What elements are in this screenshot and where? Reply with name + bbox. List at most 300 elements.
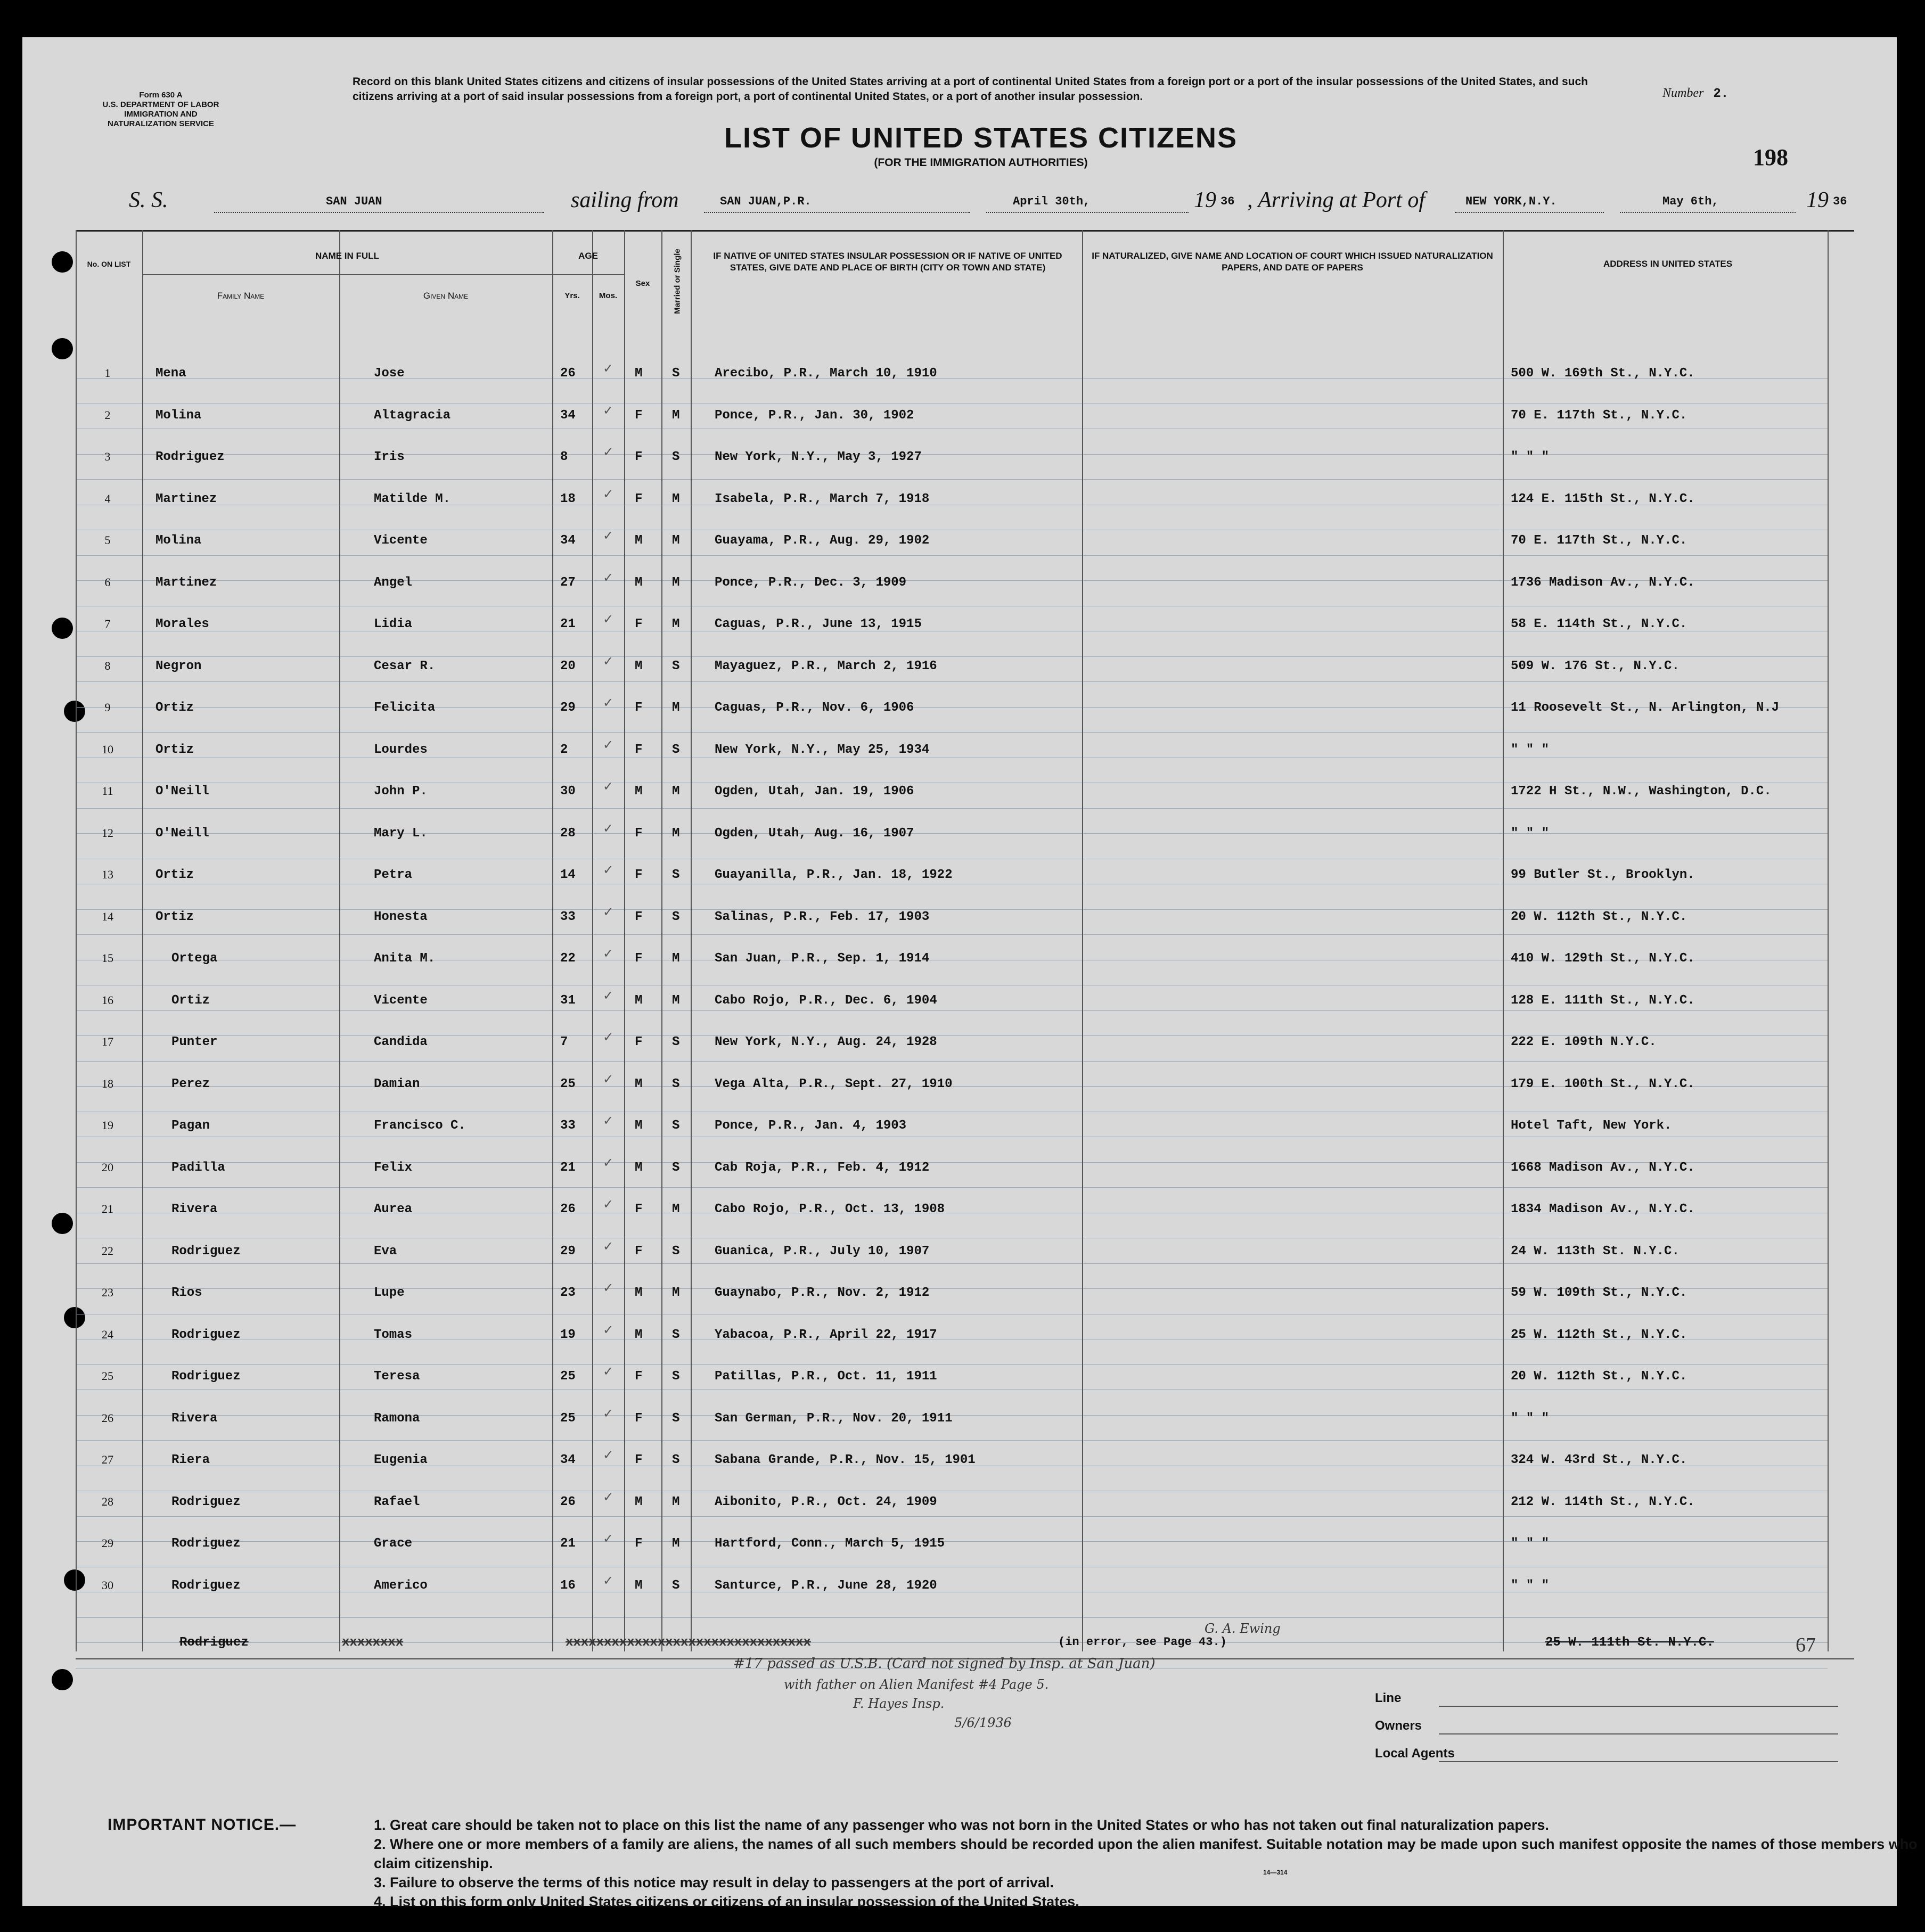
row-number: 21 — [102, 1202, 113, 1215]
row-number: 24 — [102, 1327, 113, 1341]
sex: F — [635, 951, 643, 966]
notice-heading: IMPORTANT NOTICE.— — [108, 1816, 297, 1834]
age-years: 21 — [560, 1536, 576, 1551]
sex: F — [635, 868, 643, 882]
handwritten-note-4: 5/6/1936 — [954, 1715, 1012, 1730]
header-given: Given Name — [423, 291, 469, 301]
age-years: 26 — [560, 1202, 576, 1216]
ruled-line — [76, 1187, 1828, 1188]
marital-status: S — [672, 366, 680, 381]
number-label: Number — [1662, 86, 1704, 100]
sex: M — [635, 993, 643, 1008]
family-name: O'Neill — [155, 826, 209, 841]
marital-status: M — [672, 533, 680, 548]
ss-label: S. S. — [129, 188, 168, 212]
family-name: Rodriguez — [171, 1536, 241, 1551]
given-name: Mary L. — [374, 826, 428, 841]
passenger-row — [22, 1322, 1897, 1349]
age-years: 16 — [560, 1578, 576, 1593]
birth-place-date: Ponce, P.R., Jan. 4, 1903 — [715, 1119, 907, 1133]
us-address: 25 W. 112th St., N.Y.C. — [1511, 1327, 1688, 1342]
check-mark-icon: ✓ — [603, 1405, 614, 1421]
birth-place-date: Salinas, P.R., Feb. 17, 1903 — [715, 909, 930, 924]
family-name: Pagan — [171, 1119, 210, 1133]
marital-status: S — [672, 1076, 680, 1091]
row-number: 1 — [104, 366, 111, 380]
birth-place-date: Cab Roja, P.R., Feb. 4, 1912 — [715, 1160, 930, 1175]
family-name: Rios — [171, 1286, 202, 1300]
family-name: Riera — [171, 1453, 210, 1467]
sex: M — [635, 366, 643, 381]
age-years: 7 — [560, 1035, 568, 1049]
check-mark-icon: ✓ — [603, 862, 614, 877]
sex: F — [635, 491, 643, 506]
row-number: 5 — [104, 533, 111, 547]
us-address: 179 E. 100th St., N.Y.C. — [1511, 1076, 1695, 1091]
sex: M — [635, 1076, 643, 1091]
row-number: 27 — [102, 1453, 113, 1466]
marital-status: S — [672, 1327, 680, 1342]
given-name: Anita M. — [374, 951, 436, 966]
passenger-row — [22, 1364, 1897, 1391]
number-value: 2. — [1713, 87, 1729, 101]
check-mark-icon: ✓ — [603, 1448, 614, 1462]
birth-place-date: Guayanilla, P.R., Jan. 18, 1922 — [715, 868, 953, 882]
row-number: 12 — [102, 826, 113, 840]
marital-status: S — [672, 1411, 680, 1426]
row-number: 17 — [102, 1035, 113, 1048]
family-name: O'Neill — [155, 784, 209, 799]
ruled-line — [76, 681, 1828, 682]
family-name: Rivera — [171, 1411, 218, 1426]
birth-place-date: Patillas, P.R., Oct. 11, 1911 — [715, 1369, 937, 1384]
age-years: 2 — [560, 742, 568, 757]
family-name: Punter — [171, 1035, 218, 1049]
row-number: 3 — [104, 450, 111, 463]
passenger-row — [22, 570, 1897, 597]
passenger-row — [22, 779, 1897, 805]
department: U.S. DEPARTMENT OF LABOR — [102, 100, 219, 109]
passenger-row — [22, 737, 1897, 764]
family-name: Ortiz — [155, 909, 194, 924]
row-number: 11 — [102, 784, 113, 798]
age-years: 27 — [560, 575, 576, 590]
header-yrs: Yrs. — [564, 291, 580, 300]
marital-status: M — [672, 491, 680, 506]
page-subtitle: (FOR THE IMMIGRATION AUTHORITIES) — [874, 157, 1088, 169]
handwritten-note-3: F. Hayes Insp. — [853, 1696, 945, 1711]
check-mark-icon: ✓ — [603, 1280, 614, 1295]
voyage-line — [129, 187, 1847, 219]
given-name: John P. — [374, 784, 428, 799]
passenger-row — [22, 528, 1897, 555]
given-name: Candida — [374, 1035, 428, 1049]
header-birth: IF NATIVE OF UNITED STATES INSULAR POSSESSION OR IF NATIVE OF UNITED STATES, GIVE DATE AND PLACE OF BIRTH (CITY OR TOWN AND STATE) — [713, 251, 1062, 273]
struck-given-blot: xxxxxxxx — [342, 1635, 404, 1650]
row-number: 4 — [104, 491, 111, 505]
sex: M — [635, 1494, 643, 1509]
given-name: Lourdes — [374, 742, 428, 757]
sex: F — [635, 1244, 643, 1259]
notice-item: 2. Where one or more members of a family are aliens, the names of all such members should be recorded upon the alien manifest. Suitable notation may be made upon such manifest opposite the names of those members who claim citizenship. — [374, 1836, 1918, 1871]
birth-place-date: Guanica, P.R., July 10, 1907 — [715, 1244, 930, 1259]
us-address: 124 E. 115th St., N.Y.C. — [1511, 491, 1695, 506]
marital-status: M — [672, 1202, 680, 1216]
sex: M — [635, 1160, 643, 1175]
passenger-row — [22, 904, 1897, 931]
row-number: 18 — [102, 1076, 113, 1090]
marital-status: M — [672, 826, 680, 841]
given-name: Lupe — [374, 1286, 405, 1300]
birth-place-date: New York, N.Y., Aug. 24, 1928 — [715, 1035, 937, 1049]
given-name: Jose — [374, 366, 405, 381]
given-name: Honesta — [374, 909, 428, 924]
birth-place-date: Caguas, P.R., June 13, 1915 — [715, 617, 922, 631]
age-years: 26 — [560, 1494, 576, 1509]
marital-status: S — [672, 1453, 680, 1467]
marital-status: S — [672, 450, 680, 464]
header-no: No. ON LIST — [87, 260, 131, 268]
passenger-row — [22, 820, 1897, 848]
family-name: Rodriguez — [171, 1369, 241, 1384]
ruled-line — [76, 808, 1828, 809]
marital-status: M — [672, 1494, 680, 1509]
age-years: 29 — [560, 701, 576, 715]
family-name: Ortiz — [155, 742, 194, 757]
us-address: 128 E. 111th St., N.Y.C. — [1511, 993, 1695, 1008]
row-number: 9 — [104, 701, 111, 714]
birth-place-date: Arecibo, P.R., March 10, 1910 — [715, 366, 937, 381]
row-number: 20 — [102, 1160, 113, 1174]
check-mark-icon: ✓ — [603, 1573, 614, 1588]
birth-place-date: Santurce, P.R., June 28, 1920 — [715, 1578, 937, 1593]
page-title: LIST OF UNITED STATES CITIZENS — [724, 122, 1238, 154]
marital-status: M — [672, 575, 680, 590]
passenger-row — [22, 1405, 1897, 1433]
check-mark-icon: ✓ — [603, 779, 614, 794]
us-address: " " " — [1511, 1578, 1550, 1593]
us-address: 70 E. 117th St., N.Y.C. — [1511, 408, 1688, 423]
check-mark-icon: ✓ — [603, 1238, 614, 1254]
us-address: 410 W. 129th St., N.Y.C. — [1511, 951, 1695, 966]
check-mark-icon: ✓ — [603, 1071, 614, 1087]
us-address: 99 Butler St., Brooklyn. — [1511, 868, 1695, 882]
birth-place-date: Caguas, P.R., Nov. 6, 1906 — [715, 701, 914, 715]
sex: M — [635, 575, 643, 590]
given-name: Eva — [374, 1244, 397, 1259]
given-name: Teresa — [374, 1369, 420, 1384]
us-address: 59 W. 109th St., N.Y.C. — [1511, 1286, 1688, 1300]
manifest-page — [22, 37, 1918, 1910]
check-mark-icon: ✓ — [603, 1489, 614, 1505]
check-mark-icon: ✓ — [603, 904, 614, 919]
us-address: 212 W. 114th St., N.Y.C. — [1511, 1494, 1695, 1509]
birth-place-date: New York, N.Y., May 25, 1934 — [715, 742, 930, 757]
marital-status: M — [672, 617, 680, 631]
passenger-row — [22, 1280, 1897, 1307]
header-age: AGE — [578, 251, 598, 261]
us-address: 324 W. 43rd St., N.Y.C. — [1511, 1453, 1688, 1467]
sex: F — [635, 1411, 643, 1426]
check-mark-icon: ✓ — [603, 1197, 614, 1212]
marital-status: M — [672, 993, 680, 1008]
family-name: Rodriguez — [171, 1327, 241, 1342]
header-name-in-full: NAME IN FULL — [315, 251, 379, 261]
birth-place-date: Aibonito, P.R., Oct. 24, 1909 — [715, 1494, 937, 1509]
arrival-port: NEW YORK,N.Y. — [1465, 195, 1557, 208]
check-mark-icon: ✓ — [603, 737, 614, 752]
age-years: 25 — [560, 1411, 576, 1426]
family-name: Rodriguez — [171, 1244, 241, 1259]
passenger-row — [22, 402, 1897, 430]
notice-list — [374, 1815, 1918, 1911]
passenger-row — [22, 445, 1897, 471]
given-name: Grace — [374, 1536, 413, 1551]
struck-note: (in error, see Page 43.) — [1058, 1635, 1227, 1649]
us-address: 222 E. 109th N.Y.C. — [1511, 1035, 1657, 1049]
header-family: Family Name — [217, 291, 265, 301]
sex: F — [635, 701, 643, 715]
check-mark-icon: ✓ — [603, 988, 614, 1003]
print-code: 14—314 — [1263, 1869, 1288, 1876]
family-name: Ortiz — [171, 993, 210, 1008]
given-name: Altagracia — [374, 408, 451, 423]
check-mark-icon: ✓ — [603, 402, 614, 418]
sex: F — [635, 1035, 643, 1049]
struck-family: Rodriguez — [179, 1635, 249, 1650]
passenger-row — [22, 946, 1897, 973]
sex: M — [635, 533, 643, 548]
check-mark-icon: ✓ — [603, 1531, 614, 1546]
row-number: 6 — [104, 575, 111, 589]
given-name: Matilde M. — [374, 491, 451, 506]
sex: M — [635, 1286, 643, 1300]
passenger-row — [22, 1448, 1897, 1474]
form-number: Form 630 A — [139, 91, 183, 100]
row-number: 13 — [102, 868, 113, 881]
birth-place-date: Ogden, Utah, Aug. 16, 1907 — [715, 826, 914, 841]
age-years: 21 — [560, 617, 576, 631]
year-prefix: 19 — [1194, 188, 1216, 212]
ruled-line — [76, 1617, 1828, 1618]
struck-address: 25 W. 111th St. N.Y.C. — [1545, 1635, 1714, 1650]
check-mark-icon: ✓ — [603, 695, 614, 710]
sex: F — [635, 1536, 643, 1551]
departure-year: 36 — [1220, 195, 1235, 208]
age-years: 29 — [560, 1244, 576, 1259]
agent-owners-label: Owners — [1375, 1719, 1422, 1733]
row-number: 28 — [102, 1494, 113, 1508]
margin-number: 67 — [1796, 1634, 1816, 1656]
year-prefix-2: 19 — [1806, 188, 1829, 212]
punch-hole — [52, 251, 73, 273]
age-years: 34 — [560, 1453, 576, 1467]
age-years: 31 — [560, 993, 576, 1008]
check-mark-icon: ✓ — [603, 570, 614, 585]
marital-status: S — [672, 1369, 680, 1384]
given-name: Ramona — [374, 1411, 420, 1426]
given-name: Angel — [374, 575, 413, 590]
form-identifier — [70, 91, 251, 129]
us-address: 24 W. 113th St. N.Y.C. — [1511, 1244, 1680, 1259]
marital-status: S — [672, 868, 680, 882]
family-name: Rodriguez — [171, 1494, 241, 1509]
check-mark-icon: ✓ — [603, 612, 614, 627]
marital-status: M — [672, 408, 680, 423]
row-number: 23 — [102, 1286, 113, 1299]
marital-status: M — [672, 701, 680, 715]
signature: G. A. Ewing — [1205, 1621, 1281, 1636]
passenger-row — [22, 1573, 1897, 1600]
passenger-row — [22, 653, 1897, 680]
passenger-row — [22, 1113, 1897, 1140]
header-naturalized: IF NATURALIZED, GIVE NAME AND LOCATION OF COURT WHICH ISSUED NATURALIZATION PAPERS, AND DATE OF PAPERS — [1092, 251, 1493, 273]
given-name: Aurea — [374, 1202, 413, 1216]
passenger-row — [22, 695, 1897, 722]
birth-place-date: Cabo Rojo, P.R., Oct. 13, 1908 — [715, 1202, 945, 1216]
age-years: 25 — [560, 1369, 576, 1384]
struck-row — [22, 1635, 1897, 1657]
service-line1: IMMIGRATION AND — [124, 110, 198, 119]
age-years: 33 — [560, 909, 576, 924]
passenger-row — [22, 1197, 1897, 1223]
row-number: 16 — [102, 993, 113, 1007]
age-years: 20 — [560, 659, 576, 673]
check-mark-icon: ✓ — [603, 946, 614, 961]
notice-item: 4. List on this form only United States citizens or citizens of an insular possession of the United States. — [374, 1894, 1079, 1910]
age-years: 34 — [560, 533, 576, 548]
sex: F — [635, 450, 643, 464]
family-name: Ortega — [171, 951, 218, 966]
age-years: 33 — [560, 1119, 576, 1133]
birth-place-date: Guaynabo, P.R., Nov. 2, 1912 — [715, 1286, 930, 1300]
birth-place-date: Ponce, P.R., Dec. 3, 1909 — [715, 575, 907, 590]
age-years: 30 — [560, 784, 576, 799]
check-mark-icon: ✓ — [603, 486, 614, 502]
check-mark-icon: ✓ — [603, 445, 614, 459]
given-name: Petra — [374, 868, 413, 882]
family-name: Mena — [155, 366, 186, 381]
passenger-row — [22, 361, 1897, 388]
page-number: 198 — [1753, 144, 1788, 170]
punch-hole — [52, 1669, 73, 1690]
ruled-line — [76, 1440, 1828, 1441]
family-name: Morales — [155, 617, 209, 631]
passenger-row — [22, 1238, 1897, 1265]
given-name: Vicente — [374, 993, 428, 1008]
given-name: Tomas — [374, 1327, 413, 1342]
us-address: 20 W. 112th St., N.Y.C. — [1511, 909, 1688, 924]
passenger-table — [76, 230, 1854, 1659]
marital-status: S — [672, 742, 680, 757]
check-mark-icon: ✓ — [603, 653, 614, 669]
agent-line-label: Line — [1375, 1691, 1402, 1705]
list-number — [1662, 86, 1729, 101]
handwritten-note-1: #17 passed as U.S.B. (Card not signed by Insp. at San Juan) — [733, 1656, 1156, 1672]
birth-place-date: Isabela, P.R., March 7, 1918 — [715, 491, 930, 506]
sex: F — [635, 742, 643, 757]
row-number: 25 — [102, 1369, 113, 1383]
passenger-row — [22, 1155, 1897, 1182]
check-mark-icon: ✓ — [603, 361, 614, 376]
passenger-row — [22, 1531, 1897, 1558]
age-years: 34 — [560, 408, 576, 423]
check-mark-icon: ✓ — [603, 1030, 614, 1045]
ruled-line — [76, 555, 1828, 556]
row-number: 14 — [102, 909, 113, 923]
family-name: Negron — [155, 659, 202, 673]
family-name: Molina — [155, 533, 202, 548]
given-name: Iris — [374, 450, 405, 464]
row-number: 22 — [102, 1244, 113, 1257]
us-address: " " " — [1511, 1411, 1550, 1426]
us-address: " " " — [1511, 450, 1550, 464]
check-mark-icon: ✓ — [603, 1322, 614, 1337]
family-name: Perez — [171, 1076, 210, 1091]
check-mark-icon: ✓ — [603, 528, 614, 543]
handwritten-note-2: with father on Alien Manifest #4 Page 5. — [784, 1677, 1049, 1692]
ruled-line — [76, 479, 1828, 480]
arrival-year: 36 — [1833, 195, 1847, 208]
age-years: 18 — [560, 491, 576, 506]
punch-hole — [52, 338, 73, 359]
row-number: 26 — [102, 1411, 113, 1425]
age-years: 23 — [560, 1286, 576, 1300]
family-name: Rivera — [171, 1202, 218, 1216]
sex: M — [635, 659, 643, 673]
row-number: 8 — [104, 659, 111, 672]
notice-item: 1. Great care should be taken not to place on this list the name of any passenger who was not born in the United States or who has not taken out final naturalization papers. — [374, 1817, 1549, 1833]
ruled-line — [76, 1061, 1828, 1062]
us-address: 70 E. 117th St., N.Y.C. — [1511, 533, 1688, 548]
birth-place-date: Cabo Rojo, P.R., Dec. 6, 1904 — [715, 993, 937, 1008]
us-address: 20 W. 112th St., N.Y.C. — [1511, 1369, 1688, 1384]
us-address: 1834 Madison Av., N.Y.C. — [1511, 1202, 1695, 1216]
departure-port: SAN JUAN,P.R. — [720, 195, 812, 208]
header-mos: Mos. — [599, 291, 618, 300]
given-name: Vicente — [374, 533, 428, 548]
header-sex: Sex — [635, 279, 650, 288]
row-number: 30 — [102, 1578, 113, 1592]
age-years: 26 — [560, 366, 576, 381]
birth-place-date: Hartford, Conn., March 5, 1915 — [715, 1536, 945, 1551]
row-number: 2 — [104, 408, 111, 422]
departure-date: April 30th, — [1013, 195, 1091, 208]
us-address: 500 W. 169th St., N.Y.C. — [1511, 366, 1695, 381]
sex: F — [635, 1453, 643, 1467]
sex: M — [635, 1119, 643, 1133]
arrival-date: May 6th, — [1662, 195, 1719, 208]
row-number: 15 — [102, 951, 113, 965]
family-name: Rodriguez — [155, 450, 225, 464]
ruled-line — [76, 732, 1828, 733]
given-name: Eugenia — [374, 1453, 428, 1467]
us-address: 58 E. 114th St., N.Y.C. — [1511, 617, 1688, 631]
row-number: 19 — [102, 1119, 113, 1132]
birth-place-date: Yabacoa, P.R., April 22, 1917 — [715, 1327, 937, 1342]
us-address: " " " — [1511, 1536, 1550, 1551]
given-name: Francisco C. — [374, 1119, 466, 1133]
birth-place-date: Sabana Grande, P.R., Nov. 15, 1901 — [715, 1453, 976, 1467]
age-years: 22 — [560, 951, 576, 966]
ruled-line — [76, 1364, 1828, 1365]
ruled-line — [76, 934, 1828, 935]
check-mark-icon: ✓ — [603, 1364, 614, 1379]
family-name: Molina — [155, 408, 202, 423]
us-address: " " " — [1511, 826, 1550, 841]
family-name: Ortiz — [155, 868, 194, 882]
passenger-row — [22, 988, 1897, 1015]
